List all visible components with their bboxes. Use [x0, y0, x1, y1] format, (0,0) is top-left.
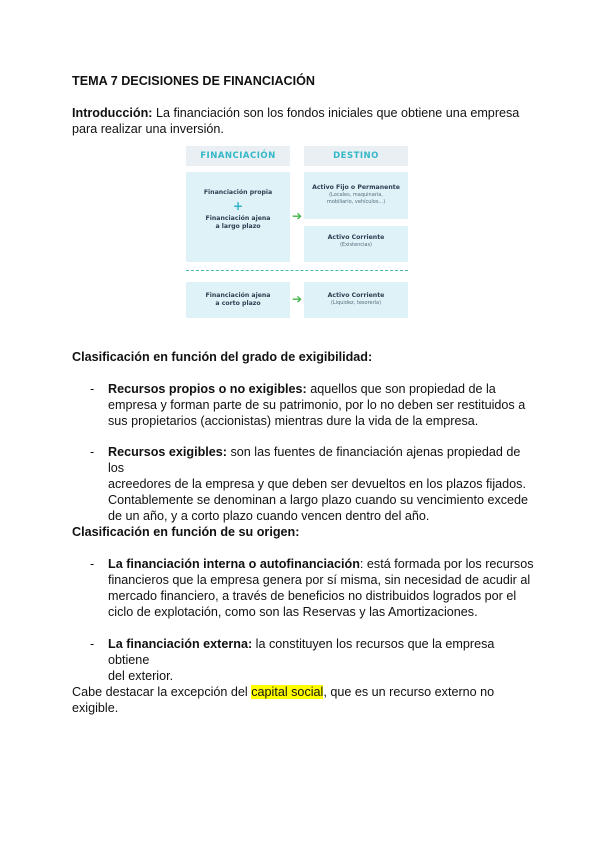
- intro-text-2: para realizar una inversión.: [72, 122, 224, 136]
- item-text: Contablemente se denominan a largo plazo cuando su vencimiento excede: [108, 493, 529, 507]
- item-label: La financiación interna o autofinanciación: [108, 557, 360, 571]
- activo-corriente-1-title: Activo Corriente: [327, 234, 385, 241]
- item-text: mercado financiero, a través de beneficios no distribuidos logrados por el: [108, 589, 517, 603]
- closing-paragraph: [72, 684, 542, 716]
- list-item-financiacion-externa: [108, 636, 538, 684]
- box-activo-corriente-liquidez: [304, 282, 408, 318]
- financing-diagram: [186, 146, 408, 324]
- list-item-recursos-propios: [108, 381, 538, 429]
- item-text: empresa y forman parte de su patrimonio, por lo no deben ser restituidos a: [108, 398, 526, 412]
- closing-text-pre: Cabe destacar la excepción del: [72, 685, 252, 699]
- section-origen-heading: Clasificación en función de su origen:: [72, 525, 300, 539]
- box-financiacion-largo: [186, 172, 290, 262]
- item-text: aquellos que son propiedad de la: [306, 382, 496, 396]
- item-label: Recursos exigibles:: [108, 445, 227, 459]
- box-ajena-corto-label-2: a corto plazo: [215, 300, 261, 307]
- highlighted-term: capital social: [251, 685, 324, 699]
- box-financiacion-corto: [186, 282, 290, 318]
- item-label: La financiación externa:: [108, 637, 253, 651]
- list-item-recursos-exigibles: [108, 444, 538, 524]
- diagram-header-financiacion: FINANCIACIÓN: [186, 146, 290, 166]
- box-activo-fijo: [304, 172, 408, 219]
- plus-icon: +: [232, 199, 244, 213]
- diagram-header-destino: DESTINO: [304, 146, 408, 166]
- arrow-right-icon: ➔: [292, 292, 303, 306]
- bullet-dash: -: [90, 637, 95, 651]
- page-title: TEMA 7 DECISIONES DE FINANCIACIÓN: [72, 74, 316, 88]
- intro-label: Introducción:: [72, 106, 153, 120]
- arrow-right-icon: ➔: [292, 209, 303, 223]
- activo-fijo-sub-2: mobiliario, vehículos...): [326, 199, 386, 205]
- item-text: de un año, y a corto plazo cuando vencen dentro del año.: [108, 509, 430, 523]
- item-text: sus propietarios (accionistas) mientras dure la vida de la empresa.: [108, 414, 479, 428]
- activo-corriente-1-sub: (Existencias): [339, 242, 373, 248]
- box-ajena-largo-label-2: a largo plazo: [215, 223, 261, 230]
- box-ajena-largo-label-1: Financiación ajena: [205, 215, 271, 222]
- section-exigibilidad-heading: Clasificación en función del grado de exigibilidad:: [72, 350, 373, 364]
- box-ajena-corto-label-1: Financiación ajena: [205, 292, 271, 299]
- activo-fijo-sub-1: (Locales, maquinaria,: [329, 192, 383, 198]
- item-text: la constituyen los recursos que la empresa obtiene: [108, 637, 495, 667]
- bullet-dash: -: [90, 382, 95, 396]
- item-text: acreedores de la empresa y que deben ser devueltos en los plazos fijados.: [108, 477, 526, 491]
- item-text: financieros que la empresa genera por sí misma, sin necesidad de acudir al: [108, 573, 531, 587]
- bullet-dash: -: [90, 557, 95, 571]
- intro-text-1: La financiación son los fondos iniciales que obtiene una empresa: [152, 106, 520, 120]
- activo-corriente-2-title: Activo Corriente: [327, 292, 385, 299]
- bullet-dash: -: [90, 445, 95, 459]
- box-propia-label: Financiación propia: [203, 189, 273, 196]
- item-text: del exterior.: [108, 669, 174, 683]
- box-activo-corriente-existencias: [304, 226, 408, 262]
- activo-corriente-2-sub: (Liquidez, tesorería): [330, 300, 382, 306]
- item-label: Recursos propios o no exigibles:: [108, 382, 307, 396]
- intro-paragraph: [72, 105, 542, 137]
- list-item-financiacion-interna: [108, 556, 538, 620]
- item-text: : está formada por los recursos: [359, 557, 534, 571]
- closing-text-post: , que es un recurso externo no exigible.: [72, 685, 495, 715]
- activo-fijo-title: Activo Fijo o Permanente: [312, 184, 400, 191]
- dashed-divider: [186, 270, 408, 271]
- item-text: son las fuentes de financiación ajenas propiedad de los: [108, 445, 521, 475]
- item-text: ciclo de explotación, como son las Reservas y las Amortizaciones.: [108, 605, 478, 619]
